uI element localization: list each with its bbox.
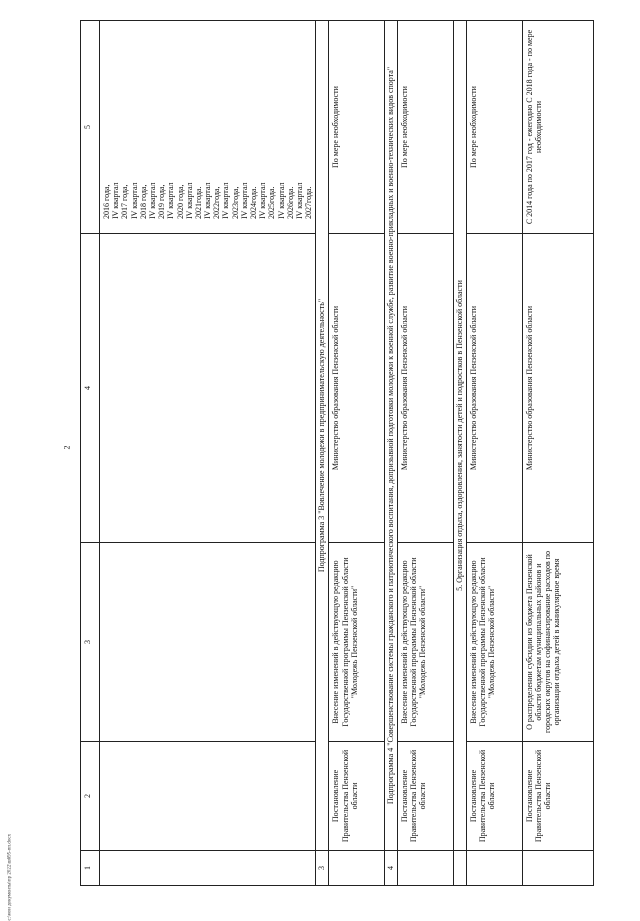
- header-col-3: 3: [81, 543, 100, 742]
- term-cell: По мере необходимости: [398, 21, 454, 234]
- schedule-line: 2025года.: [267, 186, 277, 219]
- schedule-line: 2019 года,: [157, 184, 167, 219]
- header-col-4: 4: [81, 234, 100, 543]
- responsible-cell: Министерство образования Пензенской области: [522, 234, 593, 543]
- responsible-cell: Министерство образования Пензенской области: [466, 234, 522, 543]
- schedule-line: IV квартал: [203, 182, 213, 219]
- schedule-line: IV квартал: [129, 182, 139, 219]
- act-type-cell: Постановление Правительства Пензенской области: [522, 742, 593, 851]
- empty-cell: [398, 851, 454, 886]
- section-title: Подпрограмма 4 "Совершенствование системы гражданского и патриотического воспитания, допризывной подготовки молодежи к военной службе, развитие военно-прикладных и военно-технических видов спорта": [385, 21, 398, 851]
- table-row: [522, 21, 593, 886]
- section-row: [453, 21, 466, 886]
- empty-cell: [100, 742, 316, 851]
- schedule-line: 2021года.: [193, 186, 203, 219]
- schedule-cell: [100, 21, 316, 234]
- description-cell: О распределении субсидии из бюджета Пензенской области бюджетам муниципальных районов и городских округов на софинансирование расходов по организации отдыха детей в каникулярное время: [522, 543, 593, 742]
- table-row-schedule: [100, 21, 316, 886]
- act-type-cell: Постановление Правительства Пензенской области: [329, 742, 385, 851]
- description-cell: Внесение изменений в действующую редакцию Государственной программы Пензенской области "Молодежь Пензенской области": [329, 543, 385, 742]
- plan-table-rotated: [80, 20, 594, 886]
- header-col-5: 5: [81, 21, 100, 234]
- header-col-1: 1: [81, 851, 100, 886]
- schedule-line: IV квартал: [147, 182, 157, 219]
- page-number: 2: [62, 445, 72, 450]
- schedule-line: 2023года,: [230, 186, 240, 219]
- schedule-line: 2022года,: [212, 186, 222, 219]
- schedule-line: 2016 года,: [102, 184, 111, 219]
- schedule-line: IV квартал: [184, 182, 194, 219]
- term-cell: С 2014 года по 2017 год - ежегодно С 2018 года - по мере необходимости: [522, 21, 593, 234]
- schedule-line: 2018 года,: [138, 184, 148, 219]
- table-row: [398, 21, 454, 886]
- schedule-line: IV квартал: [258, 182, 268, 219]
- section-row: [316, 21, 329, 886]
- schedule-line: 2017 года,: [120, 184, 130, 219]
- act-type-cell: Постановление Правительства Пензенской области: [398, 742, 454, 851]
- schedule-line: 2020 года,: [175, 184, 185, 219]
- empty-cell: [100, 234, 316, 543]
- description-cell: Внесение изменений в действующую редакцию Государственной программы Пензенской области "Молодежь Пензенской области": [466, 543, 522, 742]
- empty-cell: [100, 543, 316, 742]
- table-row: [466, 21, 522, 886]
- empty-cell: [100, 851, 316, 886]
- table-row: [329, 21, 385, 886]
- header-col-2: 2: [81, 742, 100, 851]
- plan-table: [80, 20, 594, 886]
- schedule-line: IV квартал: [221, 182, 231, 219]
- empty-cell: [466, 851, 522, 886]
- header-row: [81, 21, 100, 886]
- schedule-line: IV квартал: [166, 182, 176, 219]
- term-cell: По мере необходимости: [466, 21, 522, 234]
- section-number: 4: [385, 851, 398, 886]
- schedule-line: IV квартал: [294, 182, 304, 219]
- schedule-line: 2026года.: [285, 186, 295, 219]
- responsible-cell: Министерство образования Пензенской области: [398, 234, 454, 543]
- document-sheet: [80, 20, 594, 886]
- schedule-line: IV квартал: [111, 182, 121, 219]
- schedule-line: 2024года.: [249, 186, 258, 219]
- section-row: [385, 21, 398, 886]
- responsible-cell: Министерство образования Пензенской области: [329, 234, 385, 543]
- description-cell: Внесение изменений в действующую редакцию Государственной программы Пензенской области "Молодежь Пензенской области": [398, 543, 454, 742]
- schedule-line: 2027года.: [304, 186, 314, 219]
- empty-cell: [522, 851, 593, 886]
- term-cell: По мере необходимости: [329, 21, 385, 234]
- empty-cell: [329, 851, 385, 886]
- schedule-line: IV квартал: [276, 182, 286, 219]
- schedule-line: IV квартал: [239, 182, 249, 219]
- section-number: 3: [316, 851, 329, 886]
- file-path-footer: c:\мои документы\пр 2022\ш695-пп.docx: [7, 833, 13, 921]
- section-number: [453, 851, 466, 886]
- act-type-cell: Постановление Правительства Пензенской области: [466, 742, 522, 851]
- section-title: 5. Организация отдыха, оздоровления, занятости детей и подростков в Пензенской области: [453, 21, 466, 851]
- section-title: Подпрограмма 3 "Вовлечение молодежи в предпринимательскую деятельность": [316, 21, 329, 851]
